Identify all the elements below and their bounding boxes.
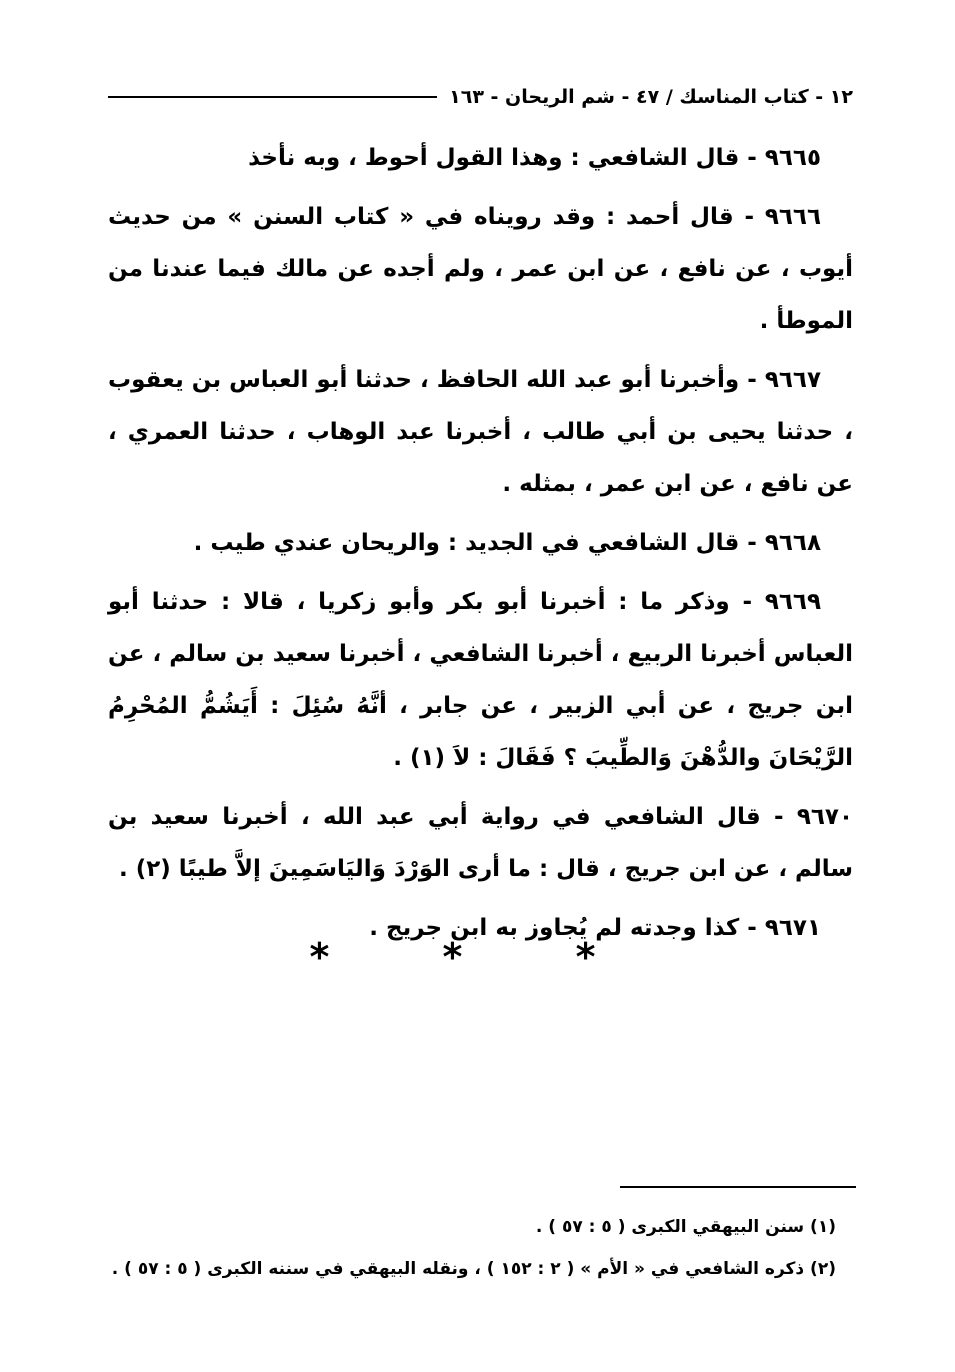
footnote-rule [620, 1186, 856, 1188]
footnotes [108, 1206, 836, 1290]
paragraph-9667: ٩٦٦٧ - وأخبرنا أبو عبد الله الحافظ ، حدثنا أبو العباس بن يعقوب ، حدثنا يحيى بن أبي طالب ، أخبرنا عبد الوهاب ، حدثنا العمري ، عن نافع ، عن ابن عمر ، بمثله . [108, 367, 853, 497]
main-text [108, 132, 853, 961]
page-header [108, 82, 853, 112]
paragraph-9671: ٩٦٧١ - كذا وجدته لم يُجاوز به ابن جريج . [369, 915, 821, 941]
header-rule [108, 96, 437, 98]
paragraph-9669: ٩٦٦٩ - وذكر ما : أخبرنا أبو بكر وأبو زكريا ، قالا : حدثنا أبو العباس أخبرنا الربيع ، أخبرنا الشافعي ، أخبرنا سعيد بن سالم ، عن ابن جريج ، عن أبي الزبير ، عن جابر ، أنَّهُ سُئِلَ : أَيَشُمُّ المُحْرِمُ الرَّيْحَانَ والدُّهْنَ وَالطِّيبَ ؟ فَقَالَ : لاَ (١) . [108, 589, 853, 771]
footnote-2: (٢) ذكره الشافعي في « الأم » ( ٢ : ١٥٢ ) ، ونقله البيهقي في سننه الكبرى ( ٥ : ٥٧ ) . [111, 1259, 836, 1279]
paragraph-9665: ٩٦٦٥ - قال الشافعي : وهذا القول أحوط ، وبه نأخذ [248, 145, 821, 171]
paragraph-9670: ٩٦٧٠ - قال الشافعي في رواية أبي عبد الله ، أخبرنا سعيد بن سالم ، عن ابن جريج ، قال : ما أرى الوَرْدَ وَاليَاسَمِينَ إلاَّ طيبًا (٢) . [108, 804, 853, 882]
footnote-1: (١) سنن البيهقي الكبرى ( ٥ : ٥٧ ) . [535, 1217, 836, 1237]
paragraph-9668: ٩٦٦٨ - قال الشافعي في الجديد : والريحان عندي طيب . [193, 530, 821, 556]
running-title: ١٢ - كتاب المناسك / ٤٧ - شم الريحان - ١٦٣ [449, 86, 853, 108]
paragraph-9666: ٩٦٦٦ - قال أحمد : وقد رويناه في « كتاب السنن » من حديث أيوب ، عن نافع ، عن ابن عمر ، ولم أجده عن مالك فيما عندنا من الموطأ . [108, 204, 853, 334]
section-separator: * * * [309, 935, 646, 979]
